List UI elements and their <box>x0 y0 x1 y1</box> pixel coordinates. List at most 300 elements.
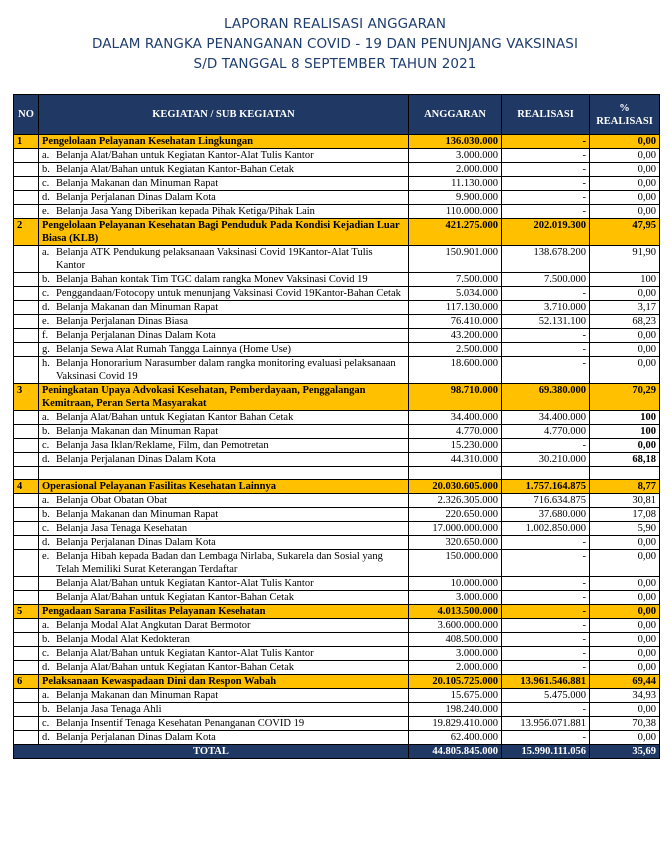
item-persen: 0,00 <box>590 357 660 384</box>
item-persen: 0,00 <box>590 205 660 219</box>
table-row <box>14 703 660 717</box>
item-spacer <box>14 508 39 522</box>
item-realisasi: - <box>502 633 590 647</box>
item-letter: b. <box>42 426 50 437</box>
item-name: Belanja Alat/Bahan untuk Kegiatan Kantor-Alat Tulis Kantor <box>56 648 314 659</box>
item-realisasi: - <box>502 191 590 205</box>
item-letter: d. <box>42 662 50 673</box>
item-description <box>39 315 409 329</box>
item-description <box>39 661 409 675</box>
item-spacer <box>14 287 39 301</box>
item-name: Belanja Makanan dan Minuman Rapat <box>56 178 219 189</box>
table-row <box>14 661 660 675</box>
item-persen: 0,00 <box>590 550 660 577</box>
item-anggaran: 2.326.305.000 <box>409 494 502 508</box>
item-realisasi: 4.770.000 <box>502 425 590 439</box>
item-description <box>39 689 409 703</box>
table-row <box>14 508 660 522</box>
item-realisasi: - <box>502 205 590 219</box>
item-realisasi: 52.131.100 <box>502 315 590 329</box>
item-description <box>39 633 409 647</box>
item-realisasi: - <box>502 343 590 357</box>
table-row <box>14 329 660 343</box>
item-description <box>39 453 409 467</box>
table-row <box>14 315 660 329</box>
item-description <box>39 717 409 731</box>
item-anggaran: 2.000.000 <box>409 661 502 675</box>
item-letter: a. <box>42 620 50 631</box>
item-persen: 0,00 <box>590 647 660 661</box>
item-name: Belanja Modal Alat Angkutan Darat Bermotor <box>56 620 251 631</box>
item-persen: 100 <box>590 411 660 425</box>
item-name: Belanja Bahan kontak Tim TGC dalam rangka Monev Vaksinasi Covid 19 <box>56 274 368 285</box>
item-persen: 70,38 <box>590 717 660 731</box>
item-realisasi: 7.500.000 <box>502 273 590 287</box>
item-anggaran: 4.770.000 <box>409 425 502 439</box>
item-spacer <box>14 425 39 439</box>
section-persen: 47,95 <box>590 219 660 246</box>
table-row <box>14 717 660 731</box>
item-persen: 3,17 <box>590 301 660 315</box>
item-persen: 0,00 <box>590 329 660 343</box>
item-name: Belanja Perjalanan Dinas Dalam Kota <box>56 454 216 465</box>
item-spacer <box>14 273 39 287</box>
section-persen: 70,29 <box>590 384 660 411</box>
item-name: Belanja Makanan dan Minuman Rapat <box>56 302 219 313</box>
item-spacer <box>14 731 39 745</box>
item-name: Belanja Makanan dan Minuman Rapat <box>56 509 219 520</box>
item-name: Belanja Alat/Bahan untuk Kegiatan Kantor-Bahan Cetak <box>56 164 295 175</box>
blank-cell <box>14 467 39 480</box>
table-row <box>14 731 660 745</box>
item-name: Belanja Alat/Bahan untuk Kegiatan Kantor Bahan Cetak <box>56 412 294 423</box>
section-persen: 0,00 <box>590 605 660 619</box>
item-realisasi: 30.210.000 <box>502 453 590 467</box>
item-spacer <box>14 205 39 219</box>
item-name: Belanja Perjalanan Dinas Dalam Kota <box>56 330 216 341</box>
section-anggaran: 4.013.500.000 <box>409 605 502 619</box>
item-spacer <box>14 357 39 384</box>
section-anggaran: 421.275.000 <box>409 219 502 246</box>
item-description <box>39 522 409 536</box>
item-realisasi: - <box>502 619 590 633</box>
section-row <box>14 219 660 246</box>
table-row <box>14 163 660 177</box>
item-spacer <box>14 177 39 191</box>
section-name: Pelaksanaan Kewaspadaan Dini dan Respon Wabah <box>39 675 409 689</box>
item-persen: 0,00 <box>590 439 660 453</box>
item-persen: 0,00 <box>590 177 660 191</box>
item-persen: 34,93 <box>590 689 660 703</box>
item-name: Belanja Alat/Bahan untuk Kegiatan Kantor-Alat Tulis Kantor <box>56 578 314 589</box>
item-persen: 0,00 <box>590 591 660 605</box>
item-anggaran: 15.675.000 <box>409 689 502 703</box>
item-letter: e. <box>42 316 50 327</box>
item-anggaran: 17.000.000.000 <box>409 522 502 536</box>
item-spacer <box>14 329 39 343</box>
section-row <box>14 480 660 494</box>
table-row <box>14 357 660 384</box>
item-name: Belanja Jasa Tenaga Kesehatan <box>56 523 188 534</box>
blank-row <box>14 467 660 480</box>
item-persen: 91,90 <box>590 246 660 273</box>
item-description <box>39 494 409 508</box>
table-row <box>14 619 660 633</box>
item-anggaran: 320.650.000 <box>409 536 502 550</box>
section-number: 2 <box>14 219 39 246</box>
table-row <box>14 550 660 577</box>
item-spacer <box>14 647 39 661</box>
item-spacer <box>14 494 39 508</box>
item-realisasi: - <box>502 703 590 717</box>
item-persen: 0,00 <box>590 343 660 357</box>
item-description <box>39 591 409 605</box>
item-letter: e. <box>42 551 50 562</box>
item-realisasi: 5.475.000 <box>502 689 590 703</box>
header-no: NO <box>14 95 39 135</box>
item-name: Belanja Modal Alat Kedokteran <box>56 634 190 645</box>
item-realisasi: - <box>502 577 590 591</box>
item-realisasi: 1.002.850.000 <box>502 522 590 536</box>
item-realisasi: - <box>502 357 590 384</box>
header-persen: % REALISASI <box>590 95 660 135</box>
section-anggaran: 20.030.605.000 <box>409 480 502 494</box>
item-anggaran: 62.400.000 <box>409 731 502 745</box>
item-name: Belanja Jasa Iklan/Reklame, Film, dan Pemotretan <box>56 440 269 451</box>
item-persen: 100 <box>590 273 660 287</box>
item-name: Belanja Sewa Alat Rumah Tangga Lainnya (Home Use) <box>56 344 291 355</box>
section-row <box>14 135 660 149</box>
item-name: Belanja Perjalanan Dinas Dalam Kota <box>56 732 216 743</box>
item-anggaran: 11.130.000 <box>409 177 502 191</box>
item-description <box>39 205 409 219</box>
section-number: 3 <box>14 384 39 411</box>
item-letter: b. <box>42 704 50 715</box>
title-line-2: DALAM RANGKA PENANGANAN COVID - 19 DAN PENUNJANG VAKSINASI <box>91 36 579 52</box>
item-description <box>39 577 409 591</box>
item-anggaran: 44.310.000 <box>409 453 502 467</box>
item-spacer <box>14 536 39 550</box>
section-persen: 69,44 <box>590 675 660 689</box>
item-persen: 30,81 <box>590 494 660 508</box>
item-realisasi: 13.956.071.881 <box>502 717 590 731</box>
section-name: Pengelolaan Pelayanan Kesehatan Bagi Penduduk Pada Kondisi Kejadian Luar Biasa (KLB) <box>39 219 409 246</box>
table-row <box>14 246 660 273</box>
item-spacer <box>14 591 39 605</box>
item-anggaran: 150.901.000 <box>409 246 502 273</box>
table-row <box>14 577 660 591</box>
item-name: Belanja Makanan dan Minuman Rapat <box>56 426 219 437</box>
table-row <box>14 522 660 536</box>
item-persen: 0,00 <box>590 577 660 591</box>
section-anggaran: 20.105.725.000 <box>409 675 502 689</box>
section-number: 5 <box>14 605 39 619</box>
header-anggaran: ANGGARAN <box>409 95 502 135</box>
item-name: Belanja Hibah kepada Badan dan Lembaga Nirlaba, Sukarela dan Sosial yang Telah Memiliki Surat Keterangan Terdaftar <box>56 551 383 575</box>
item-letter: d. <box>42 192 50 203</box>
item-name: Belanja Alat/Bahan untuk Kegiatan Kantor-Bahan Cetak <box>56 592 295 603</box>
table-row <box>14 191 660 205</box>
item-letter: b. <box>42 634 50 645</box>
item-spacer <box>14 703 39 717</box>
item-persen: 0,00 <box>590 703 660 717</box>
blank-cell <box>409 467 502 480</box>
item-name: Belanja Jasa Yang Diberikan kepada Pihak Ketiga/Pihak Lain <box>56 206 315 217</box>
total-label: TOTAL <box>14 745 409 759</box>
section-name: Pengadaan Sarana Fasilitas Pelayanan Kesehatan <box>39 605 409 619</box>
header-kegiatan: KEGIATAN / SUB KEGIATAN <box>39 95 409 135</box>
table-row <box>14 205 660 219</box>
blank-cell <box>39 467 409 480</box>
table-row <box>14 591 660 605</box>
budget-table <box>13 94 660 759</box>
table-row <box>14 149 660 163</box>
section-number: 4 <box>14 480 39 494</box>
item-spacer <box>14 550 39 577</box>
item-spacer <box>14 689 39 703</box>
item-realisasi: - <box>502 661 590 675</box>
section-number: 1 <box>14 135 39 149</box>
item-anggaran: 34.400.000 <box>409 411 502 425</box>
item-name: Belanja Perjalanan Dinas Biasa <box>56 316 189 327</box>
item-anggaran: 9.900.000 <box>409 191 502 205</box>
item-spacer <box>14 191 39 205</box>
item-letter: a. <box>42 412 50 423</box>
item-letter: c. <box>42 178 50 189</box>
item-persen: 0,00 <box>590 731 660 745</box>
item-spacer <box>14 453 39 467</box>
item-anggaran: 110.000.000 <box>409 205 502 219</box>
table-row <box>14 689 660 703</box>
item-realisasi: - <box>502 439 590 453</box>
item-realisasi: - <box>502 647 590 661</box>
item-anggaran: 3.600.000.000 <box>409 619 502 633</box>
item-persen: 100 <box>590 425 660 439</box>
item-letter: d. <box>42 302 50 313</box>
section-row <box>14 605 660 619</box>
item-spacer <box>14 633 39 647</box>
item-description <box>39 329 409 343</box>
item-letter: a. <box>42 690 50 701</box>
item-realisasi: - <box>502 177 590 191</box>
item-description <box>39 163 409 177</box>
item-description <box>39 273 409 287</box>
item-realisasi: - <box>502 163 590 177</box>
item-letter: h. <box>42 358 50 369</box>
item-letter: d. <box>42 454 50 465</box>
section-realisasi: 69.380.000 <box>502 384 590 411</box>
item-realisasi: - <box>502 329 590 343</box>
item-description <box>39 703 409 717</box>
item-description <box>39 357 409 384</box>
section-persen: 8,77 <box>590 480 660 494</box>
item-anggaran: 19.829.410.000 <box>409 717 502 731</box>
item-anggaran: 7.500.000 <box>409 273 502 287</box>
item-name: Belanja Alat/Bahan untuk Kegiatan Kantor-Bahan Cetak <box>56 662 295 673</box>
item-anggaran: 198.240.000 <box>409 703 502 717</box>
blank-cell <box>590 467 660 480</box>
title-line-3: S/D TANGGAL 8 SEPTEMBER TAHUN 2021 <box>193 56 477 72</box>
total-anggaran: 44.805.845.000 <box>409 745 502 759</box>
item-letter: c. <box>42 648 50 659</box>
item-realisasi: - <box>502 550 590 577</box>
item-anggaran: 3.000.000 <box>409 591 502 605</box>
table-row <box>14 647 660 661</box>
item-letter: a. <box>42 495 50 506</box>
section-persen: 0,00 <box>590 135 660 149</box>
item-anggaran: 150.000.000 <box>409 550 502 577</box>
item-realisasi: 3.710.000 <box>502 301 590 315</box>
item-persen: 5,90 <box>590 522 660 536</box>
section-name: Peningkatan Upaya Advokasi Kesehatan, Pemberdayaan, Penggalangan Kemitraan, Peran Serta Masyarakat <box>39 384 409 411</box>
table-row <box>14 343 660 357</box>
item-spacer <box>14 246 39 273</box>
table-row <box>14 439 660 453</box>
item-realisasi: - <box>502 591 590 605</box>
item-persen: 68,18 <box>590 453 660 467</box>
item-anggaran: 5.034.000 <box>409 287 502 301</box>
item-anggaran: 10.000.000 <box>409 577 502 591</box>
item-anggaran: 3.000.000 <box>409 149 502 163</box>
item-anggaran: 2.500.000 <box>409 343 502 357</box>
item-persen: 0,00 <box>590 149 660 163</box>
item-letter: c. <box>42 440 50 451</box>
item-spacer <box>14 522 39 536</box>
table-row <box>14 453 660 467</box>
header-realisasi: REALISASI <box>502 95 590 135</box>
item-letter: g. <box>42 344 50 355</box>
table-header-row <box>14 95 660 135</box>
table-row <box>14 411 660 425</box>
item-letter: c. <box>42 718 50 729</box>
item-description <box>39 177 409 191</box>
section-name: Operasional Pelayanan Fasilitas Kesehatan Lainnya <box>39 480 409 494</box>
item-description <box>39 619 409 633</box>
item-realisasi: 37.680.000 <box>502 508 590 522</box>
table-body <box>14 135 660 759</box>
item-persen: 0,00 <box>590 287 660 301</box>
item-realisasi: 716.634.875 <box>502 494 590 508</box>
section-row <box>14 384 660 411</box>
item-anggaran: 43.200.000 <box>409 329 502 343</box>
item-description <box>39 149 409 163</box>
item-persen: 0,00 <box>590 633 660 647</box>
item-name: Belanja Jasa Tenaga Ahli <box>56 704 162 715</box>
total-realisasi: 15.990.111.056 <box>502 745 590 759</box>
item-name: Belanja Insentif Tenaga Kesehatan Penanganan COVID 19 <box>56 718 305 729</box>
item-description <box>39 508 409 522</box>
item-spacer <box>14 411 39 425</box>
table-row <box>14 177 660 191</box>
section-name: Pengelolaan Pelayanan Kesehatan Lingkungan <box>39 135 409 149</box>
item-spacer <box>14 619 39 633</box>
item-description <box>39 439 409 453</box>
item-persen: 0,00 <box>590 191 660 205</box>
item-persen: 0,00 <box>590 619 660 633</box>
item-letter: f. <box>42 330 49 341</box>
blank-cell <box>502 467 590 480</box>
total-row <box>14 745 660 759</box>
item-realisasi: - <box>502 287 590 301</box>
item-spacer <box>14 301 39 315</box>
item-letter: c. <box>42 523 50 534</box>
item-description <box>39 731 409 745</box>
item-realisasi: - <box>502 536 590 550</box>
table-row <box>14 273 660 287</box>
item-name: Belanja Makanan dan Minuman Rapat <box>56 690 219 701</box>
item-spacer <box>14 577 39 591</box>
item-name: Belanja Perjalanan Dinas Dalam Kota <box>56 192 216 203</box>
item-description <box>39 425 409 439</box>
item-anggaran: 3.000.000 <box>409 647 502 661</box>
section-number: 6 <box>14 675 39 689</box>
table-row <box>14 425 660 439</box>
item-persen: 0,00 <box>590 536 660 550</box>
item-spacer <box>14 315 39 329</box>
table-row <box>14 301 660 315</box>
item-description <box>39 647 409 661</box>
item-realisasi: 34.400.000 <box>502 411 590 425</box>
section-realisasi: 202.019.300 <box>502 219 590 246</box>
item-spacer <box>14 661 39 675</box>
item-letter: d. <box>42 732 50 743</box>
item-description <box>39 301 409 315</box>
item-realisasi: - <box>502 731 590 745</box>
item-name: Belanja Honorarium Narasumber dalam rangka monitoring evaluasi pelaksanaan Vaksinasi Covid 19 <box>56 358 396 382</box>
item-anggaran: 18.600.000 <box>409 357 502 384</box>
table-row <box>14 287 660 301</box>
item-letter: a. <box>42 150 50 161</box>
item-spacer <box>14 717 39 731</box>
item-description <box>39 191 409 205</box>
item-description <box>39 287 409 301</box>
report-title <box>0 14 670 74</box>
table-row <box>14 633 660 647</box>
section-realisasi: 1.757.164.875 <box>502 480 590 494</box>
item-realisasi: - <box>502 149 590 163</box>
item-letter: e. <box>42 206 50 217</box>
item-anggaran: 408.500.000 <box>409 633 502 647</box>
section-anggaran: 98.710.000 <box>409 384 502 411</box>
total-persen: 35,69 <box>590 745 660 759</box>
item-anggaran: 15.230.000 <box>409 439 502 453</box>
item-letter: d. <box>42 537 50 548</box>
item-spacer <box>14 343 39 357</box>
item-name: Belanja Alat/Bahan untuk Kegiatan Kantor-Alat Tulis Kantor <box>56 150 314 161</box>
item-persen: 17,08 <box>590 508 660 522</box>
item-name: Penggandaan/Fotocopy untuk menunjang Vaksinasi Covid 19Kantor-Bahan Cetak <box>56 288 401 299</box>
item-letter: b. <box>42 274 50 285</box>
section-realisasi: 13.961.546.881 <box>502 675 590 689</box>
item-letter: c. <box>42 288 50 299</box>
item-description <box>39 550 409 577</box>
item-name: Belanja Obat Obatan Obat <box>56 495 168 506</box>
item-realisasi: 138.678.200 <box>502 246 590 273</box>
section-realisasi: - <box>502 605 590 619</box>
section-realisasi: - <box>502 135 590 149</box>
item-name: Belanja ATK Pendukung pelaksanaan Vaksinasi Covid 19Kantor-Alat Tulis Kantor <box>56 247 373 271</box>
section-row <box>14 675 660 689</box>
item-description <box>39 343 409 357</box>
item-spacer <box>14 149 39 163</box>
item-persen: 0,00 <box>590 163 660 177</box>
item-spacer <box>14 163 39 177</box>
title-line-1: LAPORAN REALISASI ANGGARAN <box>223 16 447 32</box>
table-row <box>14 536 660 550</box>
item-description <box>39 246 409 273</box>
item-spacer <box>14 439 39 453</box>
item-letter: a. <box>42 247 50 258</box>
